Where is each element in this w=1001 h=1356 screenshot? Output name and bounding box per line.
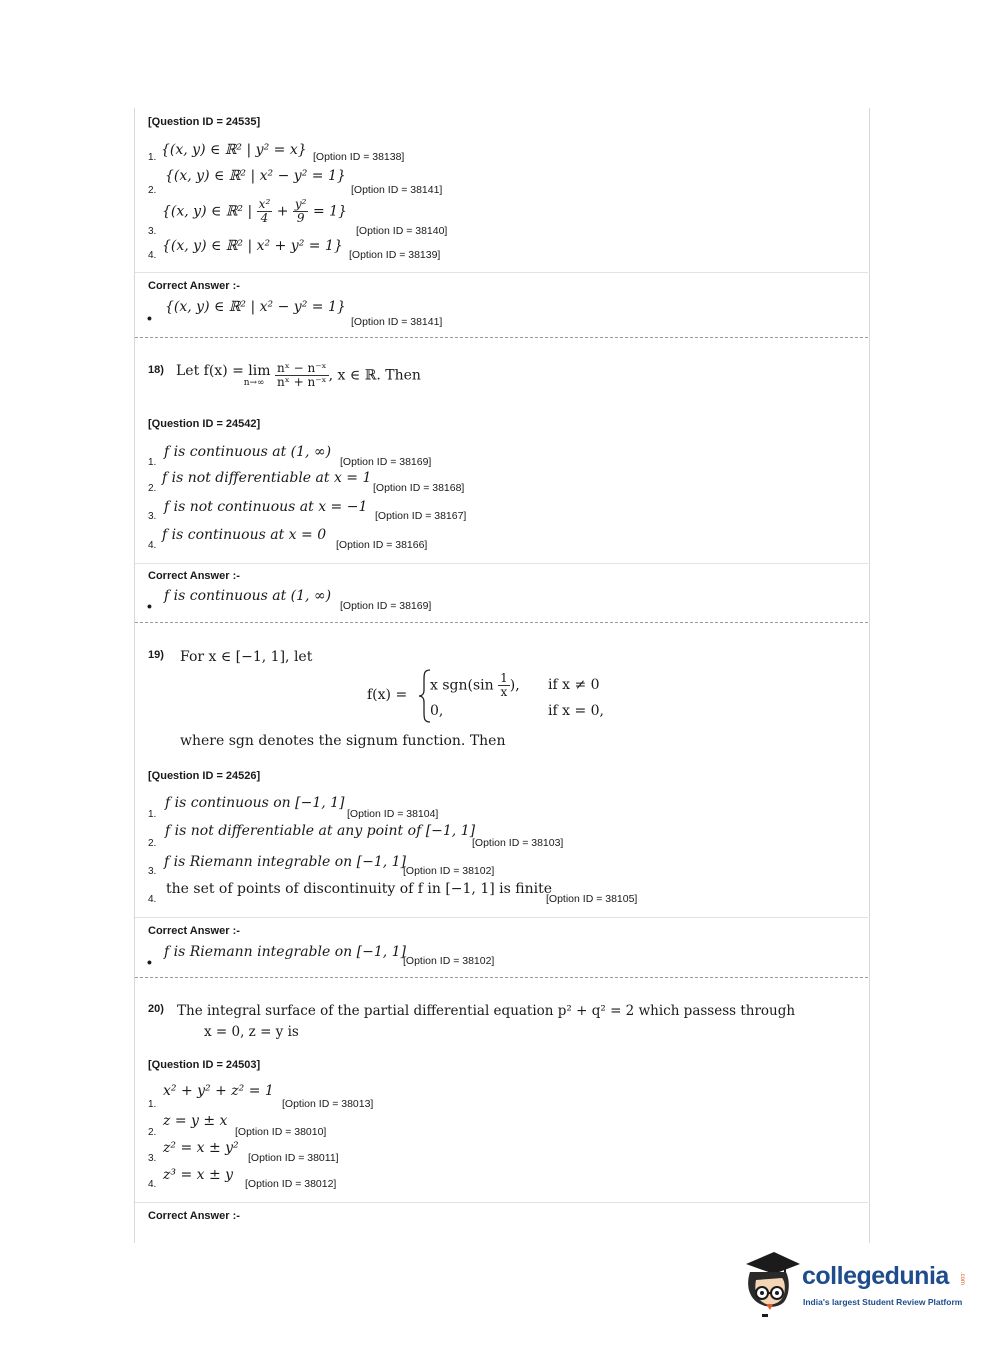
q20-option-1-id: [Option ID = 38013] [282, 1098, 374, 1110]
q18-option-4-number: 4. [148, 540, 157, 551]
q17-option-3-id: [Option ID = 38140] [356, 225, 448, 237]
q19-stem-end: where sgn denotes the signum function. Then [180, 733, 506, 749]
q17-option-2-text: {(x, y) ∈ ℝ² | x² − y² = 1} [165, 168, 346, 184]
q18-question-id: [Question ID = 24542] [148, 418, 261, 430]
q19-option-3-text: f is Riemann integrable on [−1, 1] [164, 854, 406, 870]
q17-option-1-number: 1. [148, 152, 157, 163]
question-separator [135, 622, 868, 623]
q18-stem: Let f(x) = lim n→∞ $\frac{\text{nˣ − n⁻ˣ}}{\text{nˣ + n⁻ˣ}}$ , x ∈ ℝ. Then [176, 361, 421, 389]
q17-correct-id: [Option ID = 38141] [351, 316, 443, 328]
q17-frac-x: $\frac{\text{x²}}{4}$ [258, 197, 271, 225]
q20-option-2-text: z = y ± x [163, 1113, 228, 1129]
q18-correct-id: [Option ID = 38169] [340, 600, 432, 612]
q19-option-4-id: [Option ID = 38105] [546, 893, 638, 905]
q18-option-1-number: 1. [148, 457, 157, 468]
q20-option-4-id: [Option ID = 38012] [245, 1178, 337, 1190]
q18-option-1-id: [Option ID = 38169] [340, 456, 432, 468]
q19-case-1-fraction: $\frac{1}{x}$ [500, 671, 508, 699]
q19-fx: f(x) = [367, 687, 408, 703]
q19-option-3-number: 3. [148, 866, 157, 877]
q18-correct-bullet: • [147, 598, 152, 614]
q19-correct-text: f is Riemann integrable on [−1, 1] [164, 944, 406, 960]
q19-question-id: [Question ID = 24526] [148, 770, 261, 782]
q19-option-4-number: 4. [148, 894, 157, 905]
q18-stem-fraction: $\frac{\text{nˣ − n⁻ˣ}}{\text{nˣ + n⁻ˣ}}$ [276, 361, 327, 389]
q20-option-4-text: z³ = x ± y [163, 1167, 234, 1183]
q17-option-4-text: {(x, y) ∈ ℝ² | x² + y² = 1} [162, 238, 343, 254]
divider [135, 272, 868, 273]
q20-option-1-text: x² + y² + z² = 1 [163, 1083, 274, 1099]
q17-option-2-number: 2. [148, 185, 157, 196]
q19-option-4-text: the set of points of discontinuity of f in [−1, 1] is finite [166, 881, 553, 897]
question-separator [135, 977, 868, 978]
q19-case-1-condition: if x ≠ 0 [548, 677, 600, 693]
q17-correct-label: Correct Answer :- [148, 280, 240, 292]
q20-number: 20) [148, 1003, 164, 1015]
q20-option-3-text: z² = x ± y² [163, 1140, 239, 1156]
q19-number: 19) [148, 649, 164, 661]
q18-option-3-id: [Option ID = 38167] [375, 510, 467, 522]
q17-option-3-number: 3. [148, 226, 157, 237]
divider [135, 1202, 868, 1203]
divider [135, 917, 868, 918]
q20-question-id: [Question ID = 24503] [148, 1059, 261, 1071]
q18-number: 18) [148, 364, 164, 376]
q17-question-id: [Question ID = 24535] [148, 116, 261, 128]
q18-correct-text: f is continuous at (1, ∞) [164, 588, 332, 604]
logo-wordmark: collegedunia [802, 1262, 949, 1290]
q19-correct-id: [Option ID = 38102] [403, 955, 495, 967]
question-separator [135, 337, 868, 338]
q19-option-1-number: 1. [148, 809, 157, 820]
q19-option-1-text: f is continuous on [−1, 1] [165, 795, 345, 811]
q18-option-2-id: [Option ID = 38168] [373, 482, 465, 494]
logo-tagline: India's largest Student Review Platform [803, 1297, 963, 1307]
q19-option-1-id: [Option ID = 38104] [347, 808, 439, 820]
q20-option-3-id: [Option ID = 38011] [248, 1152, 339, 1164]
q19-case-2: 0, [430, 703, 444, 719]
collegedunia-logo[interactable] [740, 1250, 970, 1320]
q17-option-1-id: [Option ID = 38138] [313, 151, 405, 163]
q20-option-1-number: 1. [148, 1099, 157, 1110]
q20-stem-line-2: x = 0, z = y is [204, 1024, 299, 1040]
logo-com: .com [959, 1272, 965, 1286]
q20-option-2-number: 2. [148, 1127, 157, 1138]
q19-option-3-id: [Option ID = 38102] [403, 865, 495, 877]
q17-option-4-id: [Option ID = 38139] [349, 249, 441, 261]
q18-option-1-text: f is continuous at (1, ∞) [164, 444, 332, 460]
q20-option-3-number: 3. [148, 1153, 157, 1164]
q20-correct-label: Correct Answer :- [148, 1210, 240, 1222]
q18-option-2-number: 2. [148, 483, 157, 494]
mascot-icon [740, 1250, 802, 1320]
q19-option-2-text: f is not differentiable at any point of [−1, 1] [165, 823, 476, 839]
q17-option-3-text: {(x, y) ∈ ℝ² | $\frac{\text{x²}}{4}$ + $\frac{\text{y²}}{9}$ = 1} [162, 197, 347, 225]
q19-case-1: x sgn(sin $\frac{1}{x}$ ), [430, 671, 520, 699]
q19-correct-bullet: • [147, 954, 152, 970]
q18-option-4-text: f is continuous at x = 0 [162, 527, 327, 543]
q20-option-4-number: 4. [148, 1179, 157, 1190]
q19-option-2-id: [Option ID = 38103] [472, 837, 564, 849]
q17-option-2-id: [Option ID = 38141] [351, 184, 443, 196]
q19-correct-label: Correct Answer :- [148, 925, 240, 937]
q18-option-4-id: [Option ID = 38166] [336, 539, 428, 551]
q19-case-2-condition: if x = 0, [548, 703, 604, 719]
q18-option-3-text: f is not continuous at x = −1 [164, 499, 368, 515]
q18-option-3-number: 3. [148, 511, 157, 522]
q20-option-2-id: [Option ID = 38010] [235, 1126, 327, 1138]
q20-stem-line-1: The integral surface of the partial differential equation p² + q² = 2 which passess through [177, 1003, 796, 1019]
q17-frac-y: $\frac{\text{y²}}{9}$ [294, 197, 307, 225]
q17-correct-bullet: • [147, 310, 152, 326]
q18-correct-label: Correct Answer :- [148, 570, 240, 582]
q19-option-2-number: 2. [148, 838, 157, 849]
q19-stem: For x ∈ [−1, 1], let [180, 649, 313, 665]
q17-correct-text: {(x, y) ∈ ℝ² | x² − y² = 1} [165, 299, 346, 315]
q18-option-2-text: f is not differentiable at x = 1 [162, 470, 372, 486]
q17-option-1-text: {(x, y) ∈ ℝ² | y² = x} [161, 142, 307, 158]
divider [135, 563, 868, 564]
q17-option-4-number: 4. [148, 250, 157, 261]
